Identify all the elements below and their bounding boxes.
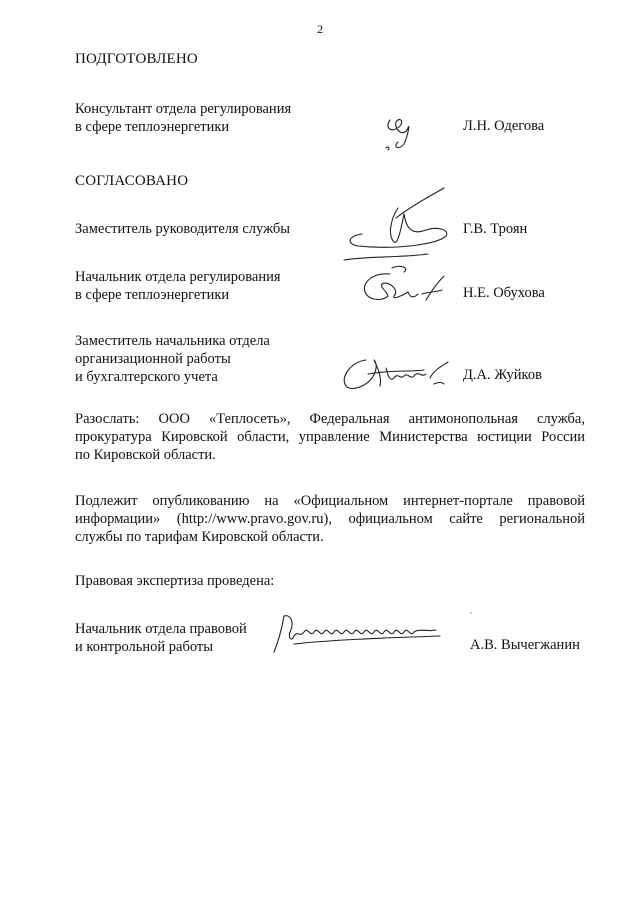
position-line: Заместитель начальника отдела xyxy=(75,333,270,349)
signature-troyan xyxy=(338,180,458,265)
signer-position xyxy=(75,220,335,238)
signer-position xyxy=(75,268,335,304)
paragraph-line: по Кировской области. xyxy=(75,447,216,463)
paragraph-line: Разослать: ООО «Теплосеть», Федеральная антимонопольная служба, xyxy=(75,411,585,427)
agreed-heading: СОГЛАСОВАНО xyxy=(75,173,189,189)
distribution-paragraph xyxy=(75,410,585,464)
position-line: Консультант отдела регулирования xyxy=(75,101,292,117)
signature-odegova xyxy=(378,108,438,156)
position-line: в сфере теплоэнергетики xyxy=(75,287,230,303)
position-line: Заместитель руководителя службы xyxy=(75,221,291,237)
legal-review-name: А.В. Вычегжанин xyxy=(470,637,580,653)
paragraph-line: информации» (http://www.pravo.gov.ru), официальном сайте региональной xyxy=(75,511,585,527)
position-line: и контрольной работы xyxy=(75,639,213,655)
page-number: 2 xyxy=(317,22,323,36)
paragraph-line: службы по тарифам Кировской области. xyxy=(75,529,324,545)
signer-position xyxy=(75,332,335,386)
signature-zhuykov xyxy=(338,348,460,396)
prepared-name: Л.Н. Одегова xyxy=(463,118,545,134)
position-line: в сфере теплоэнергетики xyxy=(75,119,230,135)
signature-vychegzhanin xyxy=(270,608,450,656)
paragraph-line: прокуратура Кировской области, управление Министерства юстиции России xyxy=(75,429,585,445)
position-line: Начальник отдела регулирования xyxy=(75,269,281,285)
scan-speck xyxy=(470,612,472,614)
signer-name: Г.В. Троян xyxy=(463,221,528,237)
legal-review-text: Правовая экспертиза проведена: xyxy=(75,573,275,589)
signer-name: Н.Е. Обухова xyxy=(463,285,545,301)
position-line: организационной работы xyxy=(75,351,231,367)
position-line: Начальник отдела правовой xyxy=(75,621,247,637)
signer-name: Д.А. Жуйков xyxy=(463,367,542,383)
signature-obukhova xyxy=(352,262,452,310)
prepared-heading: ПОДГОТОВЛЕНО xyxy=(75,51,198,67)
publication-paragraph xyxy=(75,492,585,546)
prepared-position xyxy=(75,100,335,136)
paragraph-line: Подлежит опубликованию на «Официальном интернет-портале правовой xyxy=(75,493,585,509)
position-line: и бухгалтерского учета xyxy=(75,369,218,385)
